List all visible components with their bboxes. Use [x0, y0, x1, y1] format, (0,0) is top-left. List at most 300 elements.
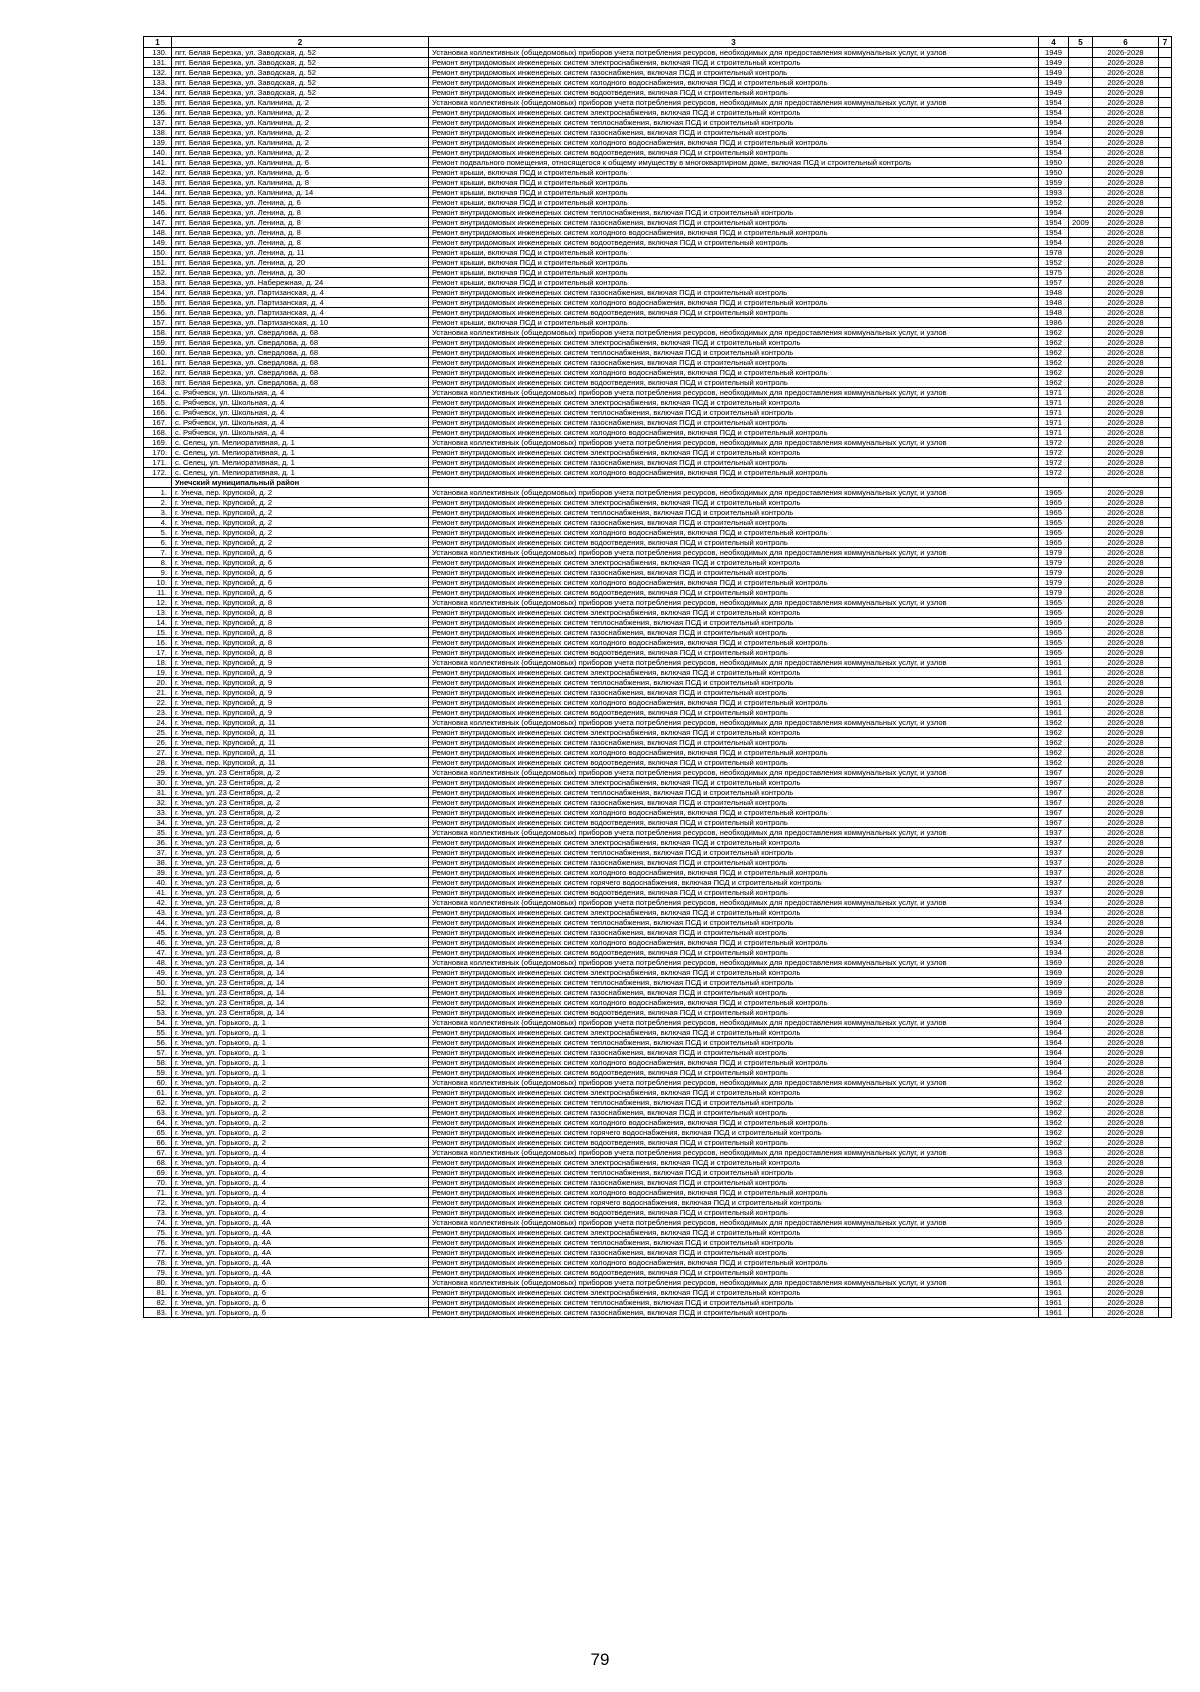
- address-cell: г. Унеча, ул. Горького, д. 2: [172, 1088, 429, 1098]
- address-cell: г. Унеча, ул. Горького, д. 2: [172, 1078, 429, 1088]
- address-cell: пгт. Белая Березка, ул. Заводская, д. 52: [172, 58, 429, 68]
- planned-period-cell: 2026-2028: [1093, 318, 1159, 328]
- build-year-cell: 1961: [1039, 1308, 1069, 1318]
- build-year-cell: 1965: [1039, 1228, 1069, 1238]
- row-number: 53.: [144, 1008, 172, 1018]
- last-repair-year-cell: [1069, 788, 1093, 798]
- last-repair-year-cell: [1069, 568, 1093, 578]
- page-number: 79: [590, 1650, 610, 1669]
- row-number: 79.: [144, 1268, 172, 1278]
- table-row: [144, 58, 1172, 68]
- note-cell: [1159, 348, 1172, 358]
- work-type-cell: Ремонт внутридомовых инженерных систем газоснабжения, включая ПСД и строительный контроль: [429, 1178, 1039, 1188]
- note-cell: [1159, 1198, 1172, 1208]
- note-cell: [1159, 838, 1172, 848]
- address-cell: пгт. Белая Березка, ул. Свердлова, д. 68: [172, 368, 429, 378]
- build-year-cell: 1971: [1039, 398, 1069, 408]
- row-number: 157.: [144, 318, 172, 328]
- table-row: [144, 148, 1172, 158]
- planned-period-cell: 2026-2028: [1093, 1198, 1159, 1208]
- row-number: 49.: [144, 968, 172, 978]
- planned-period-cell: 2026-2028: [1093, 1028, 1159, 1038]
- row-number: 65.: [144, 1128, 172, 1138]
- row-number: 81.: [144, 1288, 172, 1298]
- row-number: 134.: [144, 88, 172, 98]
- build-year-cell: 1949: [1039, 48, 1069, 58]
- note-cell: [1159, 1078, 1172, 1088]
- build-year-cell: 1934: [1039, 938, 1069, 948]
- planned-period-cell: 2026-2028: [1093, 698, 1159, 708]
- table-row: [144, 118, 1172, 128]
- build-year-cell: 1962: [1039, 1138, 1069, 1148]
- table-row: [144, 108, 1172, 118]
- build-year-cell: 1965: [1039, 1258, 1069, 1268]
- build-year-cell: 1963: [1039, 1198, 1069, 1208]
- work-type-cell: Установка коллективных (общедомовых) приборов учета потребления ресурсов, необходимых для предоставления коммунальных услуг, и узлов: [429, 958, 1039, 968]
- address-cell: г. Унеча, ул. Горького, д. 4А: [172, 1238, 429, 1248]
- work-type-cell: Ремонт внутридомовых инженерных систем холодного водоснабжения, включая ПСД и строительный контроль: [429, 468, 1039, 478]
- last-repair-year-cell: [1069, 48, 1093, 58]
- work-type-cell: Ремонт внутридомовых инженерных систем электроснабжения, включая ПСД и строительный контроль: [429, 1228, 1039, 1238]
- work-type-cell: Ремонт внутридомовых инженерных систем электроснабжения, включая ПСД и строительный контроль: [429, 558, 1039, 568]
- work-type-cell: Ремонт внутридомовых инженерных систем холодного водоснабжения, включая ПСД и строительный контроль: [429, 428, 1039, 438]
- row-number: 27.: [144, 748, 172, 758]
- planned-period-cell: 2026-2028: [1093, 328, 1159, 338]
- work-type-cell: Ремонт внутридомовых инженерных систем холодного водоснабжения, включая ПСД и строительный контроль: [429, 1188, 1039, 1198]
- build-year-cell: 1934: [1039, 898, 1069, 908]
- work-type-cell: Установка коллективных (общедомовых) приборов учета потребления ресурсов, необходимых для предоставления коммунальных услуг, и узлов: [429, 98, 1039, 108]
- work-type-cell: Ремонт внутридомовых инженерных систем газоснабжения, включая ПСД и строительный контроль: [429, 1248, 1039, 1258]
- last-repair-year-cell: [1069, 1278, 1093, 1288]
- planned-period-cell: 2026-2028: [1093, 918, 1159, 928]
- build-year-cell: 1964: [1039, 1038, 1069, 1048]
- address-cell: г. Унеча, ул. Горького, д. 2: [172, 1118, 429, 1128]
- row-number: 145.: [144, 198, 172, 208]
- last-repair-year-cell: [1069, 948, 1093, 958]
- note-cell: [1159, 718, 1172, 728]
- table-row: [144, 918, 1172, 928]
- address-cell: пгт. Белая Березка, ул. Свердлова, д. 68: [172, 378, 429, 388]
- table-row: [144, 308, 1172, 318]
- note-cell: [1159, 888, 1172, 898]
- table-row: [144, 978, 1172, 988]
- note-cell: [1159, 528, 1172, 538]
- build-year-cell: 1967: [1039, 818, 1069, 828]
- table-row: [144, 1258, 1172, 1268]
- build-year-cell: 1962: [1039, 1078, 1069, 1088]
- address-cell: пгт. Белая Березка, ул. Заводская, д. 52: [172, 48, 429, 58]
- table-row: [144, 888, 1172, 898]
- address-cell: г. Унеча, ул. Горького, д. 4: [172, 1158, 429, 1168]
- table-row: [144, 1068, 1172, 1078]
- planned-period-cell: 2026-2028: [1093, 958, 1159, 968]
- note-cell: [1159, 228, 1172, 238]
- build-year-cell: 1965: [1039, 1218, 1069, 1228]
- planned-period-cell: 2026-2028: [1093, 1228, 1159, 1238]
- work-type-cell: Ремонт внутридомовых инженерных систем теплоснабжения, включая ПСД и строительный контроль: [429, 978, 1039, 988]
- work-type-cell: Ремонт внутридомовых инженерных систем теплоснабжения, включая ПСД и строительный контроль: [429, 618, 1039, 628]
- row-number: 41.: [144, 888, 172, 898]
- note-cell: [1159, 108, 1172, 118]
- work-type-cell: Установка коллективных (общедомовых) приборов учета потребления ресурсов, необходимых для предоставления коммунальных услуг, и узлов: [429, 718, 1039, 728]
- address-cell: г. Унеча, пер. Крупской, д. 11: [172, 738, 429, 748]
- build-year-cell: 1962: [1039, 1098, 1069, 1108]
- last-repair-year-cell: [1069, 1238, 1093, 1248]
- table-row: [144, 1238, 1172, 1248]
- row-number: 10.: [144, 578, 172, 588]
- address-cell: пгт. Белая Березка, ул. Свердлова, д. 68: [172, 348, 429, 358]
- planned-period-cell: 2026-2028: [1093, 228, 1159, 238]
- note-cell: [1159, 48, 1172, 58]
- note-cell: [1159, 398, 1172, 408]
- planned-period-cell: 2026-2028: [1093, 298, 1159, 308]
- last-repair-year-cell: [1069, 668, 1093, 678]
- table-row: [144, 48, 1172, 58]
- table-row: [144, 488, 1172, 498]
- planned-period-cell: 2026-2028: [1093, 1288, 1159, 1298]
- address-cell: г. Унеча, пер. Крупской, д. 8: [172, 638, 429, 648]
- table-row: [144, 288, 1172, 298]
- planned-period-cell: 2026-2028: [1093, 408, 1159, 418]
- note-cell: [1159, 928, 1172, 938]
- note-cell: [1159, 1228, 1172, 1238]
- row-number: 159.: [144, 338, 172, 348]
- last-repair-year-cell: [1069, 428, 1093, 438]
- build-year-cell: 1954: [1039, 118, 1069, 128]
- note-cell: [1159, 708, 1172, 718]
- work-type-cell: Ремонт внутридомовых инженерных систем теплоснабжения, включая ПСД и строительный контроль: [429, 1098, 1039, 1108]
- table-row: [144, 1278, 1172, 1288]
- address-cell: г. Унеча, ул. Горького, д. 1: [172, 1048, 429, 1058]
- address-cell: пгт. Белая Березка, ул. Ленина, д. 8: [172, 228, 429, 238]
- table-row: [144, 268, 1172, 278]
- row-number: 58.: [144, 1058, 172, 1068]
- last-repair-year-cell: [1069, 278, 1093, 288]
- address-cell: пгт. Белая Березка, ул. Ленина, д. 8: [172, 238, 429, 248]
- planned-period-cell: 2026-2028: [1093, 468, 1159, 478]
- planned-period-cell: 2026-2028: [1093, 58, 1159, 68]
- planned-period-cell: 2026-2028: [1093, 588, 1159, 598]
- last-repair-year-cell: [1069, 798, 1093, 808]
- last-repair-year-cell: [1069, 488, 1093, 498]
- work-type-cell: Ремонт внутридомовых инженерных систем газоснабжения, включая ПСД и строительный контроль: [429, 1108, 1039, 1118]
- work-type-cell: Ремонт крыши, включая ПСД и строительный контроль: [429, 178, 1039, 188]
- note-cell: [1159, 778, 1172, 788]
- last-repair-year-cell: [1069, 458, 1093, 468]
- work-type-cell: Ремонт внутридомовых инженерных систем холодного водоснабжения, включая ПСД и строительный контроль: [429, 748, 1039, 758]
- address-cell: пгт. Белая Березка, ул. Калинина, д. 14: [172, 188, 429, 198]
- note-cell: [1159, 268, 1172, 278]
- planned-period-cell: 2026-2028: [1093, 198, 1159, 208]
- planned-period-cell: 2026-2028: [1093, 808, 1159, 818]
- planned-period-cell: 2026-2028: [1093, 188, 1159, 198]
- last-repair-year-cell: [1069, 498, 1093, 508]
- note-cell: [1159, 318, 1172, 328]
- address-cell: г. Унеча, пер. Крупской, д. 11: [172, 728, 429, 738]
- row-number: 77.: [144, 1248, 172, 1258]
- table-row: [144, 218, 1172, 228]
- work-type-cell: Ремонт внутридомовых инженерных систем водоотведения, включая ПСД и строительный контроль: [429, 378, 1039, 388]
- note-cell: [1159, 678, 1172, 688]
- address-cell: г. Унеча, ул. Горького, д. 1: [172, 1018, 429, 1028]
- build-year-cell: 1967: [1039, 808, 1069, 818]
- build-year-cell: 1948: [1039, 308, 1069, 318]
- table-row: [144, 1138, 1172, 1148]
- note-cell: [1159, 248, 1172, 258]
- build-year-cell: 1965: [1039, 608, 1069, 618]
- table-row: [144, 1218, 1172, 1228]
- table-row: [144, 158, 1172, 168]
- build-year-cell: 1934: [1039, 928, 1069, 938]
- last-repair-year-cell: [1069, 1298, 1093, 1308]
- last-repair-year-cell: [1069, 1168, 1093, 1178]
- last-repair-year-cell: [1069, 598, 1093, 608]
- last-repair-year-cell: [1069, 398, 1093, 408]
- row-number: 26.: [144, 738, 172, 748]
- note-cell: [1159, 1188, 1172, 1198]
- table-row: [144, 378, 1172, 388]
- address-cell: пгт. Белая Березка, ул. Свердлова, д. 68: [172, 338, 429, 348]
- table-row: [144, 1028, 1172, 1038]
- table-row: [144, 1018, 1172, 1028]
- build-year-cell: 1962: [1039, 758, 1069, 768]
- row-number: 155.: [144, 298, 172, 308]
- planned-period-cell: 2026-2028: [1093, 668, 1159, 678]
- work-type-cell: Ремонт внутридомовых инженерных систем водоотведения, включая ПСД и строительный контроль: [429, 88, 1039, 98]
- last-repair-year-cell: [1069, 388, 1093, 398]
- note-cell: [1159, 658, 1172, 668]
- row-number: 152.: [144, 268, 172, 278]
- row-number: 80.: [144, 1278, 172, 1288]
- last-repair-year-cell: [1069, 1068, 1093, 1078]
- table-row: [144, 508, 1172, 518]
- address-cell: г. Унеча, ул. 23 Сентября, д. 6: [172, 868, 429, 878]
- note-cell: [1159, 618, 1172, 628]
- last-repair-year-cell: [1069, 628, 1093, 638]
- build-year-cell: 1969: [1039, 958, 1069, 968]
- table-row: [144, 808, 1172, 818]
- row-number: 69.: [144, 1168, 172, 1178]
- note-cell: [1159, 1148, 1172, 1158]
- planned-period-cell: 2026-2028: [1093, 798, 1159, 808]
- planned-period-cell: 2026-2028: [1093, 358, 1159, 368]
- last-repair-year-cell: [1069, 348, 1093, 358]
- last-repair-year-cell: [1069, 808, 1093, 818]
- table-row: [144, 78, 1172, 88]
- address-cell: г. Унеча, ул. Горького, д. 4А: [172, 1268, 429, 1278]
- address-cell: г. Унеча, ул. 23 Сентября, д. 14: [172, 968, 429, 978]
- build-year-cell: 1979: [1039, 568, 1069, 578]
- row-number: 66.: [144, 1138, 172, 1148]
- build-year-cell: 1972: [1039, 448, 1069, 458]
- address-cell: пгт. Белая Березка, ул. Заводская, д. 52: [172, 68, 429, 78]
- row-number: 63.: [144, 1108, 172, 1118]
- address-cell: г. Унеча, ул. 23 Сентября, д. 6: [172, 858, 429, 868]
- table-row: [144, 468, 1172, 478]
- table-row: [144, 828, 1172, 838]
- address-cell: г. Унеча, ул. 23 Сентября, д. 14: [172, 998, 429, 1008]
- row-number: 13.: [144, 608, 172, 618]
- work-type-cell: Ремонт внутридомовых инженерных систем теплоснабжения, включая ПСД и строительный контроль: [429, 408, 1039, 418]
- row-number: 16.: [144, 638, 172, 648]
- address-cell: г. Унеча, ул. Горького, д. 1: [172, 1068, 429, 1078]
- work-type-cell: Ремонт внутридомовых инженерных систем электроснабжения, включая ПСД и строительный контроль: [429, 728, 1039, 738]
- last-repair-year-cell: [1069, 1088, 1093, 1098]
- planned-period-cell: 2026-2028: [1093, 708, 1159, 718]
- note-cell: [1159, 898, 1172, 908]
- planned-period-cell: 2026-2028: [1093, 848, 1159, 858]
- last-repair-year-cell: [1069, 1208, 1093, 1218]
- address-cell: г. Унеча, ул. Горького, д. 6: [172, 1308, 429, 1318]
- build-year-cell: 1962: [1039, 338, 1069, 348]
- address-cell: г. Унеча, пер. Крупской, д. 2: [172, 528, 429, 538]
- last-repair-year-cell: [1069, 1118, 1093, 1128]
- note-cell: [1159, 598, 1172, 608]
- planned-period-cell: 2026-2028: [1093, 878, 1159, 888]
- table-row: [144, 1298, 1172, 1308]
- work-type-cell: Ремонт внутридомовых инженерных систем электроснабжения, включая ПСД и строительный контроль: [429, 968, 1039, 978]
- address-cell: г. Унеча, ул. Горького, д. 2: [172, 1098, 429, 1108]
- table-row: [144, 608, 1172, 618]
- work-type-cell: Ремонт внутридомовых инженерных систем электроснабжения, включая ПСД и строительный контроль: [429, 1088, 1039, 1098]
- table-row: [144, 518, 1172, 528]
- row-number: 42.: [144, 898, 172, 908]
- column-header: 5: [1069, 37, 1093, 48]
- last-repair-year-cell: [1069, 478, 1093, 488]
- build-year-cell: 1971: [1039, 418, 1069, 428]
- note-cell: [1159, 608, 1172, 618]
- row-number: 35.: [144, 828, 172, 838]
- planned-period-cell: 2026-2028: [1093, 988, 1159, 998]
- note-cell: [1159, 258, 1172, 268]
- address-cell: г. Унеча, ул. Горького, д. 6: [172, 1298, 429, 1308]
- planned-period-cell: 2026-2028: [1093, 258, 1159, 268]
- row-number: 132.: [144, 68, 172, 78]
- row-number: 23.: [144, 708, 172, 718]
- row-number: 158.: [144, 328, 172, 338]
- row-number: 148.: [144, 228, 172, 238]
- row-number: 9.: [144, 568, 172, 578]
- row-number: 38.: [144, 858, 172, 868]
- work-type-cell: Установка коллективных (общедомовых) приборов учета потребления ресурсов, необходимых для предоставления коммунальных услуг, и узлов: [429, 488, 1039, 498]
- table-row: [144, 868, 1172, 878]
- last-repair-year-cell: [1069, 138, 1093, 148]
- planned-period-cell: 2026-2028: [1093, 138, 1159, 148]
- table-row: [144, 1288, 1172, 1298]
- last-repair-year-cell: [1069, 328, 1093, 338]
- address-cell: г. Унеча, пер. Крупской, д. 11: [172, 748, 429, 758]
- table-row: [144, 238, 1172, 248]
- note-cell: [1159, 1038, 1172, 1048]
- table-row: [144, 1118, 1172, 1128]
- note-cell: [1159, 698, 1172, 708]
- address-cell: г. Унеча, ул. Горького, д. 2: [172, 1128, 429, 1138]
- last-repair-year-cell: [1069, 958, 1093, 968]
- work-type-cell: Установка коллективных (общедомовых) приборов учета потребления ресурсов, необходимых для предоставления коммунальных услуг, и узлов: [429, 658, 1039, 668]
- section-title: Унечский муниципальный район: [172, 478, 429, 488]
- build-year-cell: 1954: [1039, 128, 1069, 138]
- table-row: [144, 228, 1172, 238]
- row-number: 130.: [144, 48, 172, 58]
- last-repair-year-cell: [1069, 1038, 1093, 1048]
- row-number: 45.: [144, 928, 172, 938]
- row-number: 28.: [144, 758, 172, 768]
- work-type-cell: Ремонт внутридомовых инженерных систем водоотведения, включая ПСД и строительный контроль: [429, 238, 1039, 248]
- note-cell: [1159, 668, 1172, 678]
- row-number: 54.: [144, 1018, 172, 1028]
- row-number: 163.: [144, 378, 172, 388]
- last-repair-year-cell: [1069, 1078, 1093, 1088]
- build-year-cell: 1971: [1039, 388, 1069, 398]
- planned-period-cell: 2026-2028: [1093, 1238, 1159, 1248]
- address-cell: г. Унеча, ул. Горького, д. 4: [172, 1148, 429, 1158]
- work-type-cell: Ремонт крыши, включая ПСД и строительный контроль: [429, 318, 1039, 328]
- table-row: [144, 798, 1172, 808]
- build-year-cell: 1979: [1039, 588, 1069, 598]
- row-number: 131.: [144, 58, 172, 68]
- build-year-cell: 1965: [1039, 498, 1069, 508]
- address-cell: г. Унеча, ул. 23 Сентября, д. 6: [172, 828, 429, 838]
- table-row: [144, 658, 1172, 668]
- row-number: 29.: [144, 768, 172, 778]
- row-number: 147.: [144, 218, 172, 228]
- row-number: 135.: [144, 98, 172, 108]
- table-row: [144, 1268, 1172, 1278]
- work-type-cell: Ремонт внутридомовых инженерных систем газоснабжения, включая ПСД и строительный контроль: [429, 738, 1039, 748]
- work-type-cell: Ремонт внутридомовых инженерных систем газоснабжения, включая ПСД и строительный контроль: [429, 988, 1039, 998]
- address-cell: г. Унеча, пер. Крупской, д. 8: [172, 628, 429, 638]
- work-type-cell: Ремонт внутридомовых инженерных систем горячего водоснабжения, включая ПСД и строительный контроль: [429, 878, 1039, 888]
- planned-period-cell: 2026-2028: [1093, 718, 1159, 728]
- build-year-cell: 1959: [1039, 178, 1069, 188]
- work-type-cell: Ремонт внутридомовых инженерных систем теплоснабжения, включая ПСД и строительный контроль: [429, 208, 1039, 218]
- address-cell: с. Селец, ул. Мелиоративная, д. 1: [172, 438, 429, 448]
- address-cell: г. Унеча, ул. Горького, д. 4: [172, 1188, 429, 1198]
- work-type-cell: Ремонт внутридомовых инженерных систем теплоснабжения, включая ПСД и строительный контроль: [429, 1238, 1039, 1248]
- planned-period-cell: 2026-2028: [1093, 558, 1159, 568]
- address-cell: г. Унеча, пер. Крупской, д. 11: [172, 758, 429, 768]
- note-cell: [1159, 628, 1172, 638]
- note-cell: [1159, 328, 1172, 338]
- note-cell: [1159, 1278, 1172, 1288]
- address-cell: г. Унеча, ул. Горького, д. 4: [172, 1208, 429, 1218]
- build-year-cell: 1949: [1039, 68, 1069, 78]
- note-cell: [1159, 958, 1172, 968]
- note-cell: [1159, 918, 1172, 928]
- planned-period-cell: 2026-2028: [1093, 268, 1159, 278]
- table-row: [144, 648, 1172, 658]
- last-repair-year-cell: [1069, 648, 1093, 658]
- build-year-cell: 1969: [1039, 968, 1069, 978]
- last-repair-year-cell: [1069, 468, 1093, 478]
- table-row: [144, 728, 1172, 738]
- table-row: [144, 898, 1172, 908]
- build-year-cell: 1962: [1039, 1128, 1069, 1138]
- row-number: 70.: [144, 1178, 172, 1188]
- planned-period-cell: 2026-2028: [1093, 938, 1159, 948]
- last-repair-year-cell: [1069, 758, 1093, 768]
- planned-period-cell: 2026-2028: [1093, 1018, 1159, 1028]
- row-number: 34.: [144, 818, 172, 828]
- row-number: 32.: [144, 798, 172, 808]
- note-cell: [1159, 998, 1172, 1008]
- planned-period-cell: 2026-2028: [1093, 218, 1159, 228]
- address-cell: г. Унеча, ул. 23 Сентября, д. 8: [172, 948, 429, 958]
- work-type-cell: Ремонт внутридомовых инженерных систем холодного водоснабжения, включая ПСД и строительный контроль: [429, 298, 1039, 308]
- note-cell: [1159, 288, 1172, 298]
- build-year-cell: 1954: [1039, 208, 1069, 218]
- address-cell: г. Унеча, ул. 23 Сентября, д. 8: [172, 928, 429, 938]
